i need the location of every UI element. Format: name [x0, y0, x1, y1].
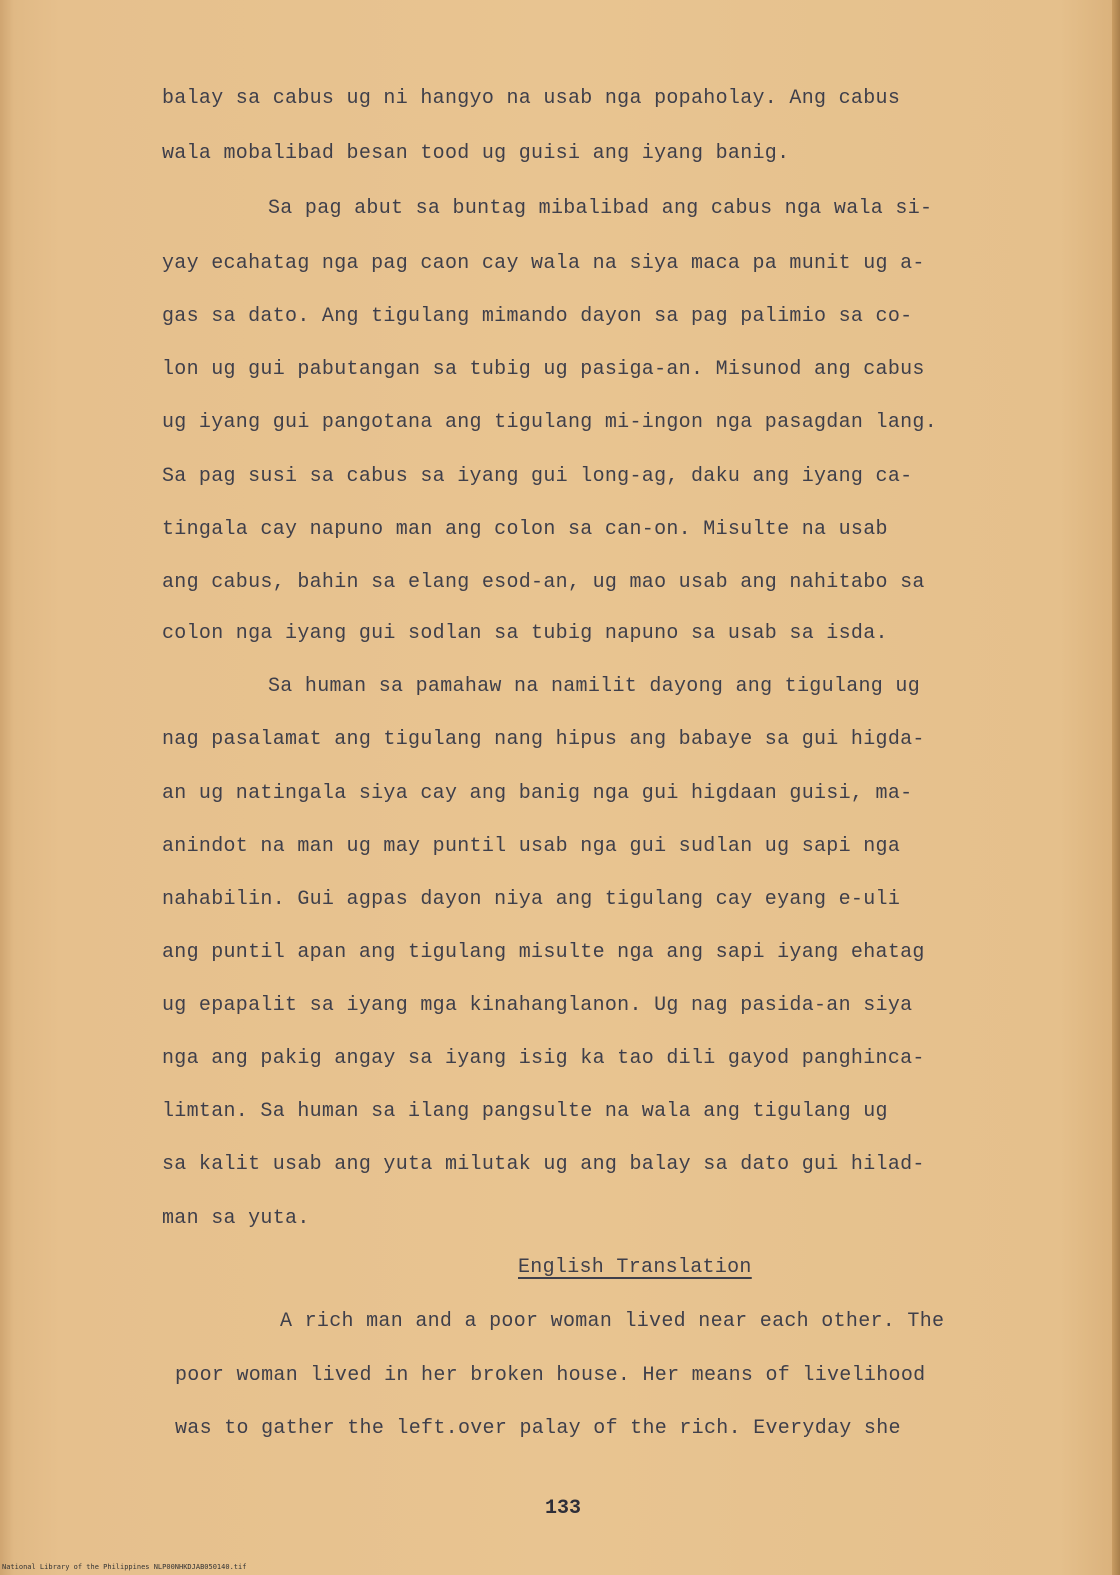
text-line: nga ang pakig angay sa iyang isig ka tao dili gayod panghinca-: [162, 1047, 925, 1070]
text-line: yay ecahatag nga pag caon cay wala na siya maca pa munit ug a-: [162, 252, 925, 275]
text-line: gas sa dato. Ang tigulang mimando dayon sa pag palimio sa co-: [162, 305, 913, 328]
text-line: Sa human sa pamahaw na namilit dayong ang tigulang ug: [268, 675, 921, 698]
text-line: limtan. Sa human sa ilang pangsulte na wala ang tigulang ug: [162, 1100, 888, 1123]
page-edge: [1112, 0, 1120, 1575]
page-number: 133: [545, 1497, 582, 1520]
text-line: ug iyang gui pangotana ang tigulang mi-ingon nga pasagdan lang.: [162, 411, 938, 434]
translation-line: A rich man and a poor woman lived near each other. The: [280, 1310, 945, 1333]
section-heading: English Translation: [518, 1256, 752, 1279]
text-line: colon nga iyang gui sodlan sa tubig napuno sa usab sa isda.: [162, 622, 888, 645]
text-line: ang puntil apan ang tigulang misulte nga ang sapi iyang ehatag: [162, 941, 925, 964]
text-line: wala mobalibad besan tood ug guisi ang iyang banig.: [162, 142, 790, 165]
text-line: man sa yuta.: [162, 1207, 310, 1230]
text-line: sa kalit usab ang yuta milutak ug ang balay sa dato gui hilad-: [162, 1153, 925, 1176]
text-line: anindot na man ug may puntil usab nga gui sudlan ug sapi nga: [162, 835, 901, 858]
text-line: lon ug gui pabutangan sa tubig ug pasiga-an. Misunod ang cabus: [162, 358, 925, 381]
translation-line: poor woman lived in her broken house. Her means of livelihood: [175, 1364, 926, 1387]
text-line: ang cabus, bahin sa elang esod-an, ug mao usab ang nahitabo sa: [162, 571, 925, 594]
text-line: an ug natingala siya cay ang banig nga gui higdaan guisi, ma-: [162, 782, 913, 805]
footer-caption: National Library of the Philippines NLP00NHKDJAB050140.tif: [2, 1563, 247, 1571]
text-line: tingala cay napuno man ang colon sa can-on. Misulte na usab: [162, 518, 888, 541]
text-line: nag pasalamat ang tigulang nang hipus ang babaye sa gui higda-: [162, 728, 925, 751]
text-line: Sa pag susi sa cabus sa iyang gui long-ag, daku ang iyang ca-: [162, 465, 913, 488]
translation-line: was to gather the left.over palay of the rich. Everyday she: [175, 1417, 901, 1440]
text-line: nahabilin. Gui agpas dayon niya ang tigulang cay eyang e-uli: [162, 888, 901, 911]
text-line: Sa pag abut sa buntag mibalibad ang cabus nga wala si-: [268, 197, 933, 220]
text-line: balay sa cabus ug ni hangyo na usab nga popaholay. Ang cabus: [162, 87, 901, 110]
text-line: ug epapalit sa iyang mga kinahanglanon. Ug nag pasida-an siya: [162, 994, 913, 1017]
